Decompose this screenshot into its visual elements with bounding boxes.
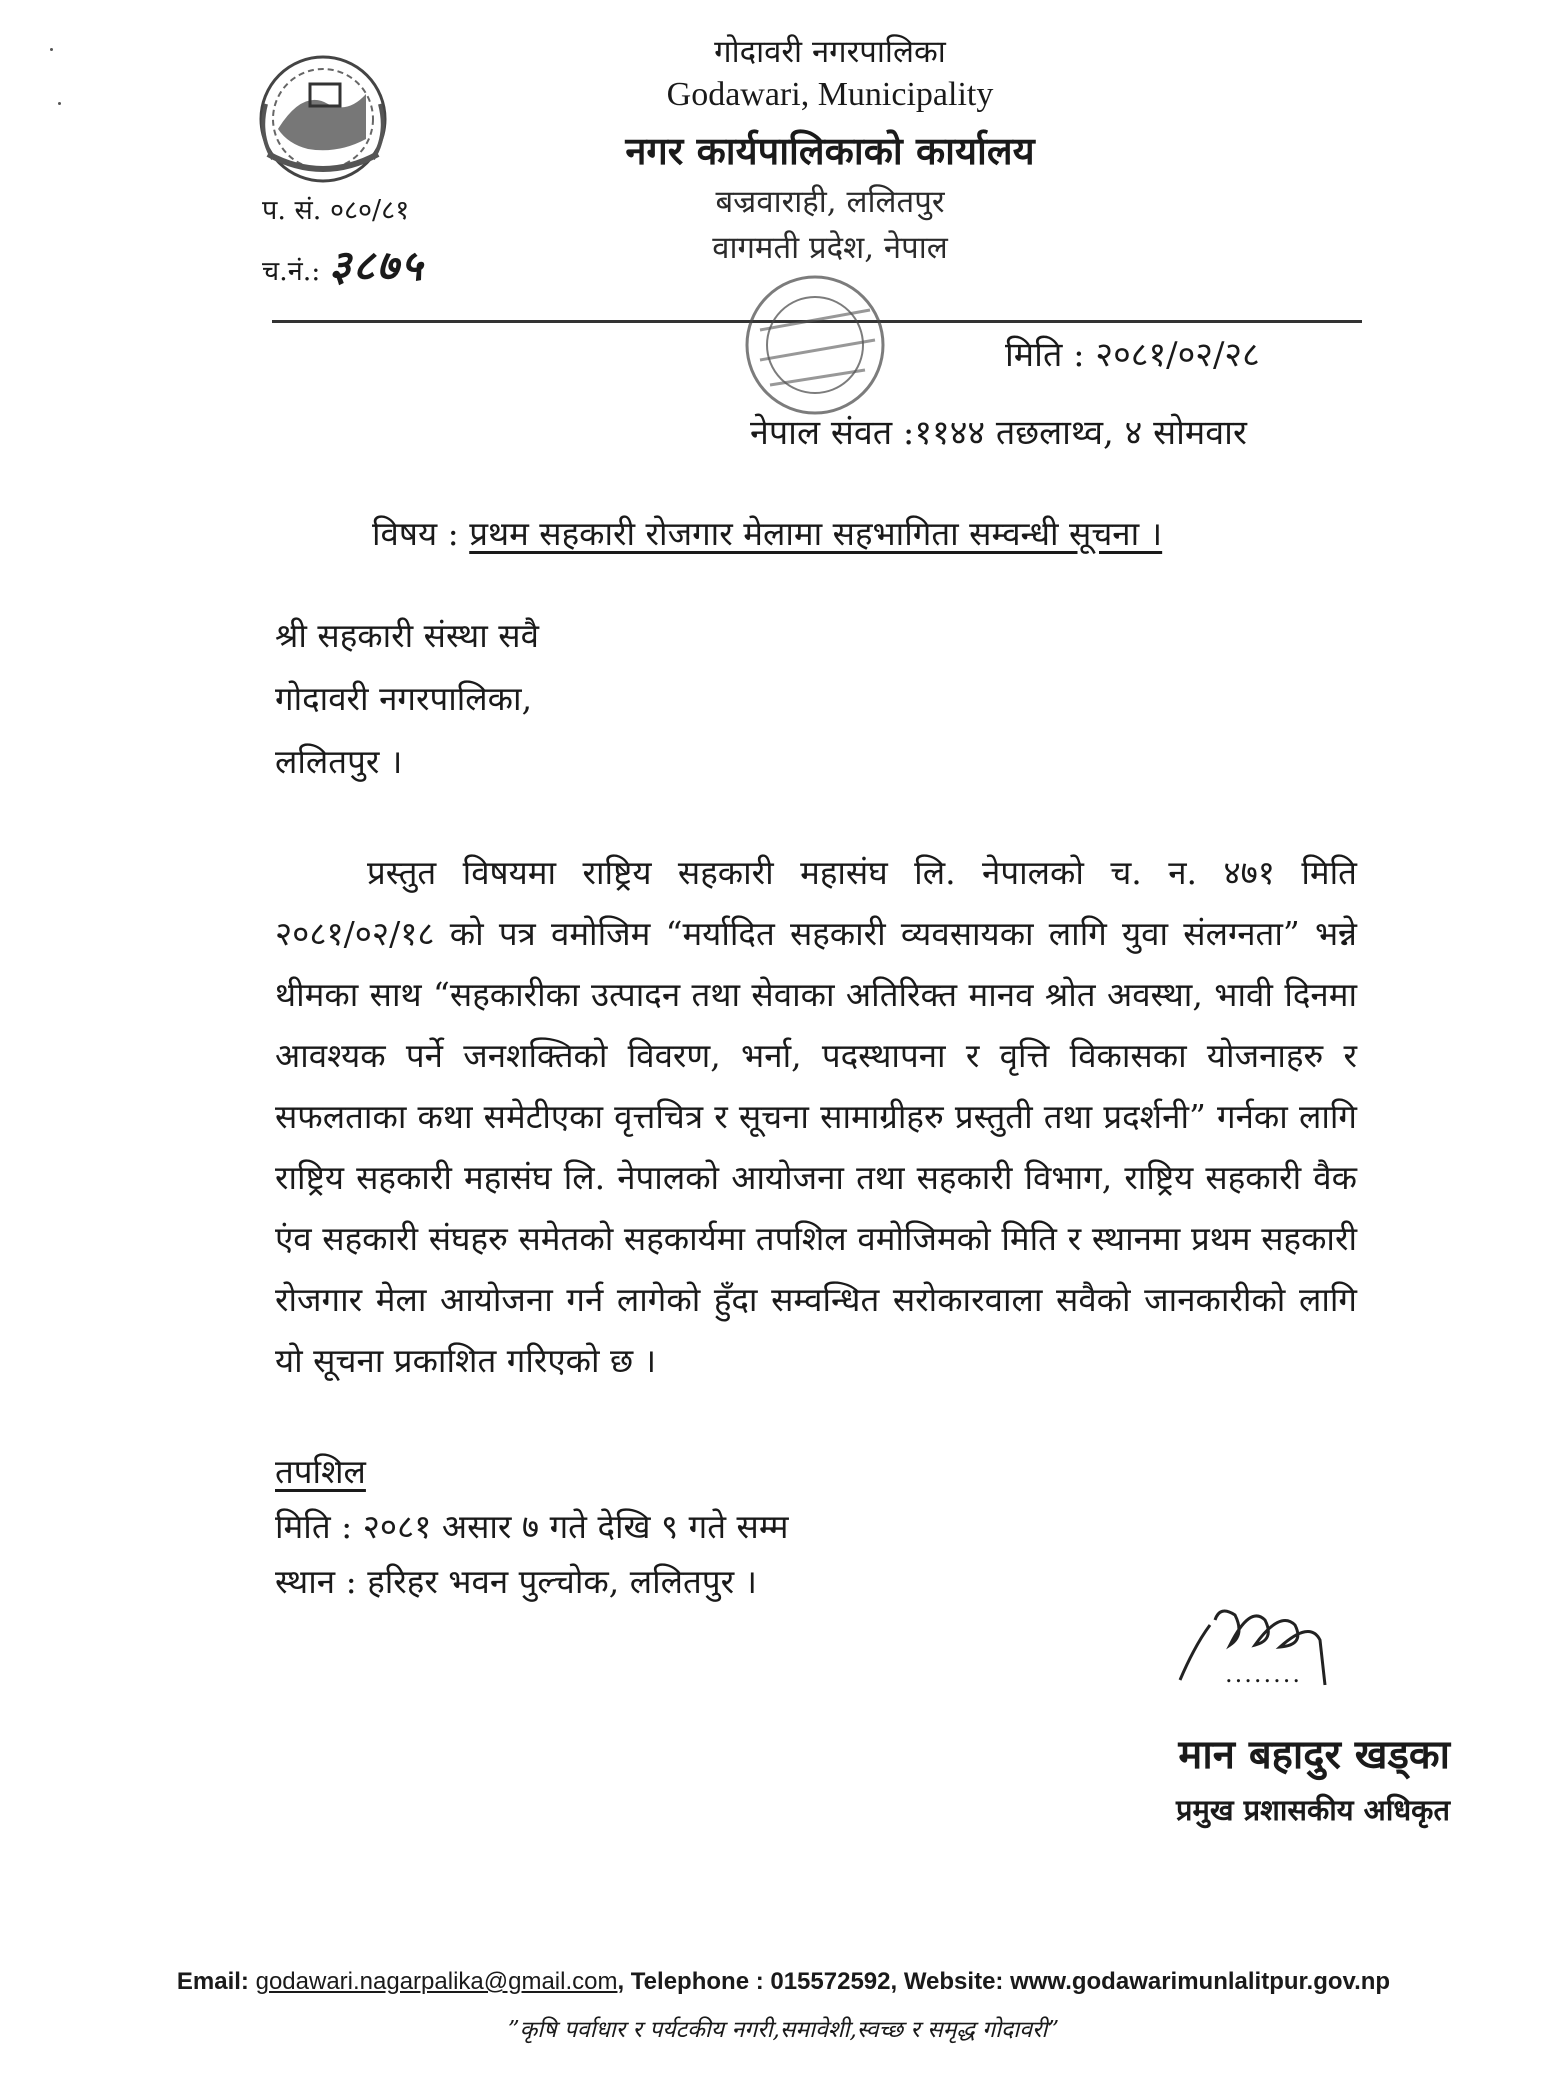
footer-email[interactable]: godawari.nagarpalika@gmail.com — [255, 1968, 618, 1995]
dispatch-number-label: च.नं.: — [262, 256, 321, 287]
office-stamp-icon — [690, 270, 940, 420]
municipality-name-english: Godawari, Municipality — [666, 76, 994, 113]
addressee-line-3: ललितपुर । — [275, 742, 403, 781]
subject-text: प्रथम सहकारी रोजगार मेलामा सहभागिता सम्वन्धी सूचना । — [469, 514, 1163, 553]
signatory-title: प्रमुख प्रशासकीय अधिकृत — [1175, 1793, 1450, 1827]
dispatch-number-ref — [262, 236, 424, 293]
date-label: मिति : — [1005, 335, 1085, 375]
fiscal-year-label: प. सं. — [262, 195, 322, 226]
footer-website[interactable]: www.godawarimunlalitpur.gov.np — [1010, 1968, 1391, 1995]
signatory-name: मान बहादुर खड्का — [1178, 1731, 1450, 1778]
event-place: स्थान : हरिहर भवन पुल्चोक, ललितपुर । — [275, 1562, 758, 1601]
subject-label: विषय : — [372, 514, 459, 553]
footer-contact — [0, 1968, 1567, 1996]
office-province: वागमती प्रदेश, नेपाल — [712, 230, 948, 266]
letter-subject — [372, 510, 1162, 555]
letter-date — [1005, 330, 1260, 376]
footer-email-label: Email: — [176, 1968, 249, 1995]
addressee-line-2: गोदावरी नगरपालिका, — [275, 679, 533, 718]
details-heading: तपशिल — [275, 1452, 366, 1491]
footer-phone: , Telephone : 015572592, Website: — [617, 1968, 1011, 1995]
dispatch-number-value: ३८७५ — [329, 241, 425, 290]
event-date: मिति : २०८१ असार ७ गते देखि ९ गते सम्म — [275, 1507, 789, 1546]
scan-speck — [58, 102, 61, 105]
date-value: २०८१/०२/२८ — [1095, 335, 1260, 375]
footer-slogan: ”कृषि पर्वाधार र पर्यटकीय नगरी,समावेशी,स्वच्छ र समृद्ध गोदावरी” — [507, 2017, 1060, 2043]
scan-speck — [50, 48, 53, 51]
fiscal-year-value: ०८०/८१ — [329, 195, 410, 226]
office-address: बज्रवाराही, ललितपुर — [715, 184, 945, 220]
fiscal-year-ref — [262, 190, 409, 227]
signature-dots: ........ — [1225, 1660, 1303, 1688]
addressee-line-1: श्री सहकारी संस्था सवै — [275, 616, 539, 655]
municipality-name-nepali: गोदावरी नगरपालिका — [714, 34, 946, 70]
nepal-sambat-date: नेपाल संवत :११४४ तछलाथ्व, ४ सोमवार — [750, 413, 1247, 453]
office-name: नगर कार्यपालिकाको कार्यालय — [625, 128, 1035, 173]
letter-body: प्रस्तुत विषयमा राष्ट्रिय सहकारी महासंघ लि. नेपालको च. न. ४७१ मिति २०८१/०२/१८ को पत्र वमोजिम “मर्यादित सहकारी व्यवसायका लागि युवा संलग्नता” भन्ने थीमका साथ “सहकारीका उत्पादन तथा सेवाका अतिरिक्त मानव श्रोत अवस्था, भावी दिनमा आवश्यक पर्ने जनशक्तिको विवरण, भर्ना, पदस्थापना र वृत्ति विकासका योजनाहरु र सफलताका कथा समेटीएका वृत्तचित्र र सूचना सामाग्रीहरु प्रस्तुती तथा प्रदर्शनी” गर्नका लागि राष्ट्रिय सहकारी महासंघ लि. नेपालको आयोजना तथा सहकारी विभाग, राष्ट्रिय सहकारी वैक एंव सहकारी संघहरु समेतको सहकार्यमा तपशिल वमोजिमको मिति र स्थानमा प्रथम सहकारी रोजगार मेला आयोजना गर्न लागेको हुँदा सम्वन्धित सरोकारवाला सवैको जानकारीको लागि यो सूचना प्रकाशित गरिएको छ । — [275, 853, 1357, 1380]
nepal-emblem-icon — [248, 44, 398, 194]
